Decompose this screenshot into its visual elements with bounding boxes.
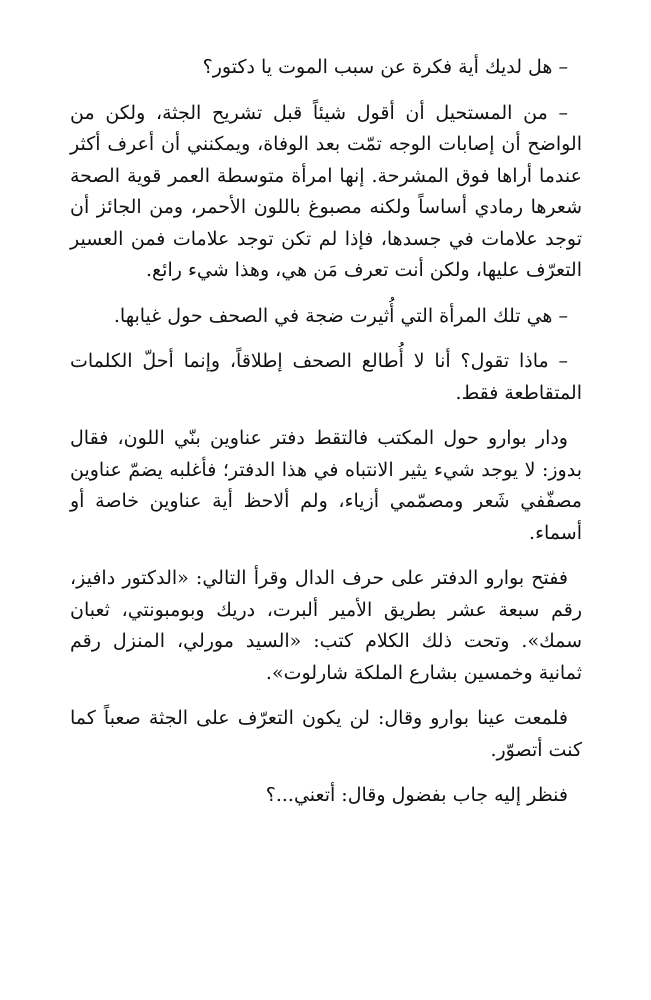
dialogue-paragraph: – من المستحيل أن أقول شيئاً قبل تشريح الجثة، ولكن من الواضح أن إصابات الوجه تمّت بعد الوفاة، ويمكنني أن أعرف أكثر عندما أراها فوق المشرحة. إنها امرأة متوسطة العمر قوية الصحة شعرها رمادي أساساً ولكنه مصبوغ باللون الأحمر، ومن الجائز أن توجد علامات في جسدها، فإذا لم تكن توجد علامات فمن العسير التعرّف عليها، ولكن أنت تعرف مَن هي، وهذا شيء رائع. bbox=[70, 101, 582, 281]
dialogue-paragraph: – هي تلك المرأة التي أُثيرت ضجة في الصحف حول غيابها. bbox=[113, 304, 568, 327]
book-page bbox=[70, 52, 582, 812]
narrative-paragraph: ففتح بوارو الدفتر على حرف الدال وقرأ التالي: «الدكتور دافيز، رقم سبعة عشر بطريق الأمير ألبرت، دريك وبومبونتي، ثعبان سمك». وتحت ذلك الكلام كتب: «السيد مورلي، المنزل رقم ثمانية وخمسين بشارع الملكة شارلوت». bbox=[70, 567, 582, 684]
narrative-paragraph: فنظر إليه جاب بفضول وقال: أتعني...؟ bbox=[265, 784, 568, 806]
narrative-paragraph: ودار بوارو حول المكتب فالتقط دفتر عناوين بنّي اللون، فقال بدوز: لا يوجد شيء يثير الانتباه في هذا الدفتر؛ فأغلبه يضمّ عناوين مصفّفي شَعر ومصمّمي أزياء، ولم ألاحظ أية عناوين خاصة أو أسماء. bbox=[70, 427, 582, 544]
narrative-paragraph: فلمعت عينا بوارو وقال: لن يكون التعرّف على الجثة صعباً كما كنت أتصوّر. bbox=[70, 707, 582, 761]
dialogue-paragraph: – ماذا تقول؟ أنا لا أُطالع الصحف إطلاقاً، وإنما أحلّ الكلمات المتقاطعة فقط. bbox=[70, 350, 582, 404]
dialogue-paragraph: – هل لديك أية فكرة عن سبب الموت يا دكتور؟ bbox=[202, 56, 568, 78]
